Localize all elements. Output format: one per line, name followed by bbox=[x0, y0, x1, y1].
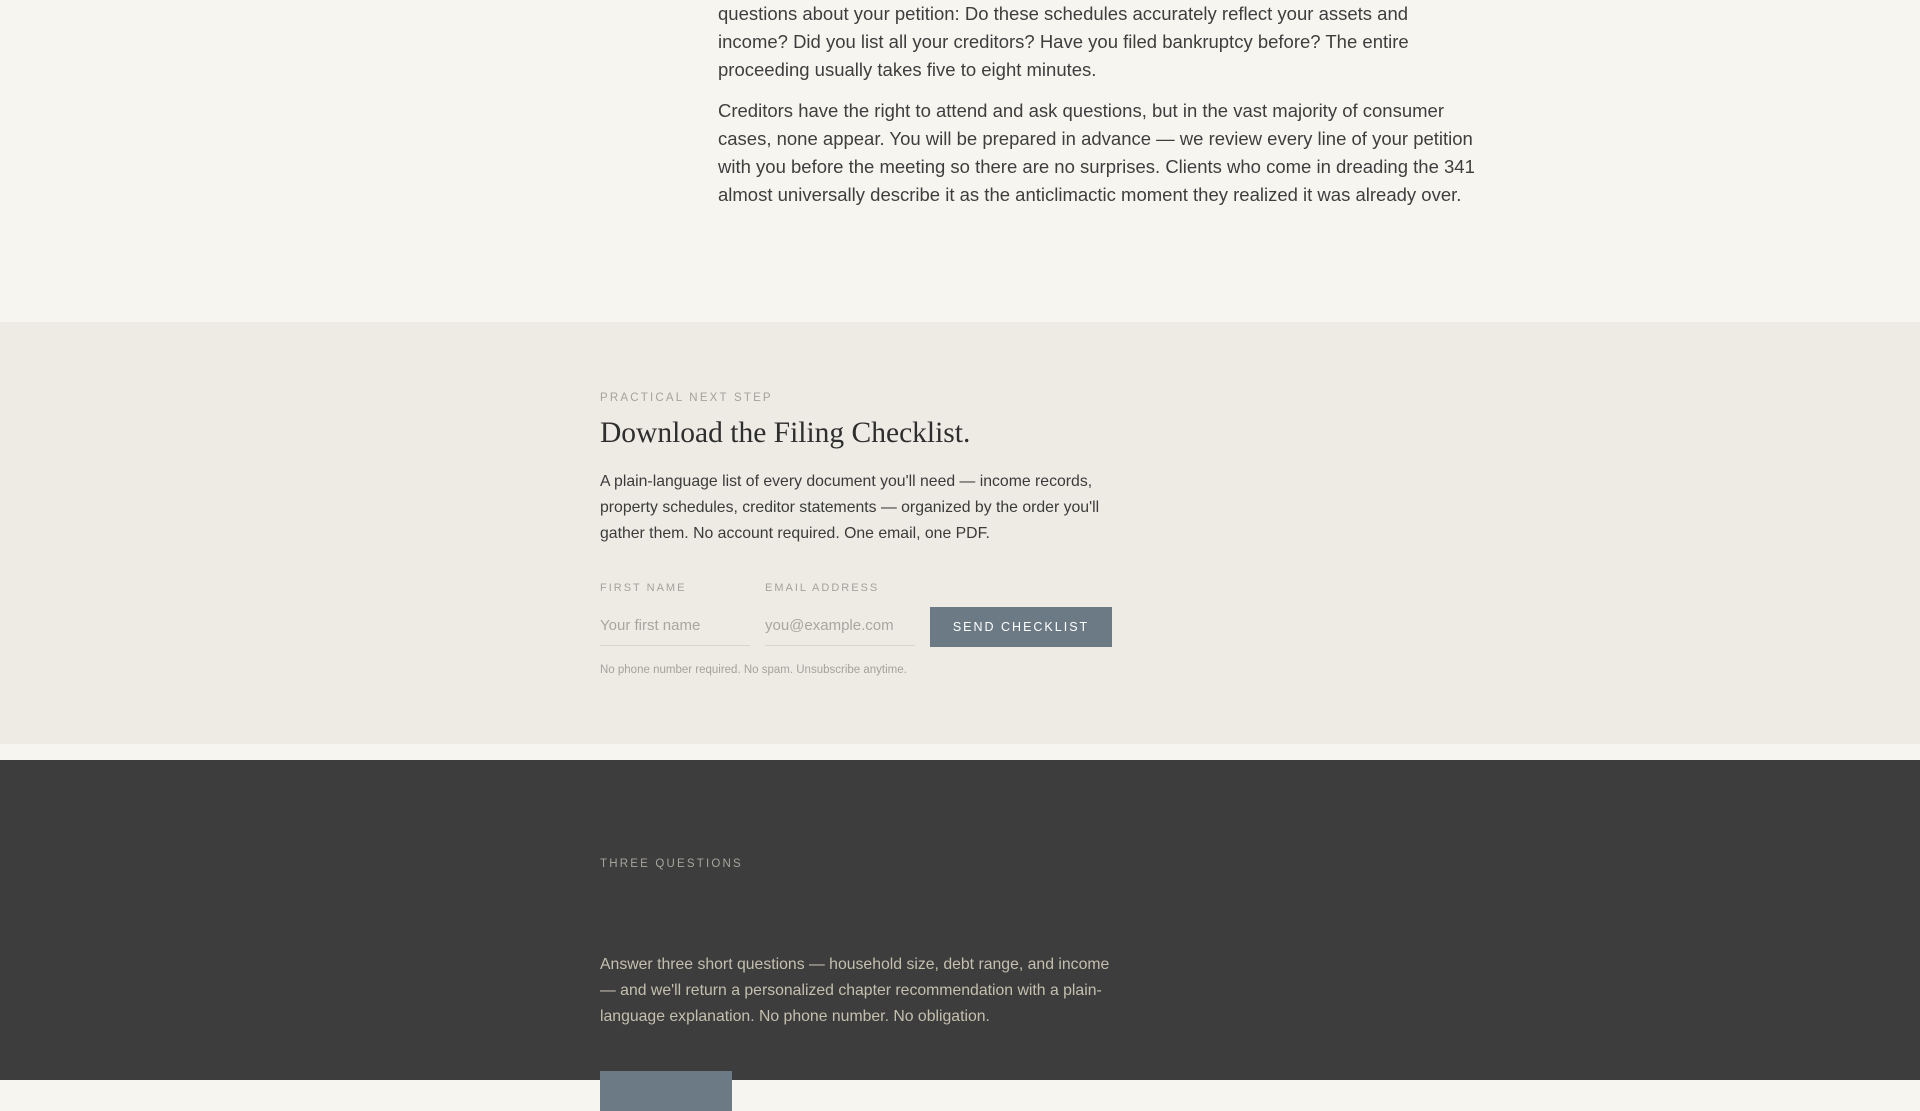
checklist-eyebrow: PRACTICAL NEXT STEP bbox=[600, 392, 773, 404]
first-name-input[interactable] bbox=[600, 606, 750, 646]
three-questions-section bbox=[0, 760, 1920, 1080]
questions-description: Answer three short questions — household size, debt range, and income — and we'll return a personalized chapter recommendation with a plain-language explanation. No phone number. No obligation. bbox=[600, 956, 1110, 1025]
email-label: EMAIL ADDRESS bbox=[765, 582, 880, 594]
first-name-label: FIRST NAME bbox=[600, 582, 687, 594]
article-paragraph: Creditors have the right to attend and ask questions, but in the vast majority of consumer cases, none appear. You will be prepared in advance — we review every line of your petition with you before the meeting so there are no surprises. Clients who come in dreading the 341 almost universally describe it as the anticlimactic moment they realized it was already over. bbox=[718, 100, 1475, 205]
questions-eyebrow: THREE QUESTIONS bbox=[600, 858, 743, 870]
section-divider bbox=[0, 744, 1920, 760]
send-checklist-button[interactable]: SEND CHECKLIST bbox=[930, 607, 1112, 647]
article-body bbox=[718, 0, 1476, 84]
article-section bbox=[0, 0, 1920, 322]
form-fineprint: No phone number required. No spam. Unsubscribe anytime. bbox=[600, 664, 907, 676]
checklist-description: A plain-language list of every document you'll need — income records, property schedules, creditor statements — organized by the order you'll gather them. No account required. One email, one PDF. bbox=[600, 473, 1100, 542]
checklist-section bbox=[0, 322, 1920, 744]
article-paragraph: questions about your petition: Do these schedules accurately reflect your assets and income? Did you list all your creditors? Have you filed bankruptcy before? The entire proceeding usually takes five to eight minutes. bbox=[718, 3, 1409, 80]
checklist-title: Download the Filing Checklist. bbox=[600, 417, 971, 449]
email-input[interactable] bbox=[765, 606, 915, 646]
start-questions-button[interactable] bbox=[600, 1071, 732, 1111]
